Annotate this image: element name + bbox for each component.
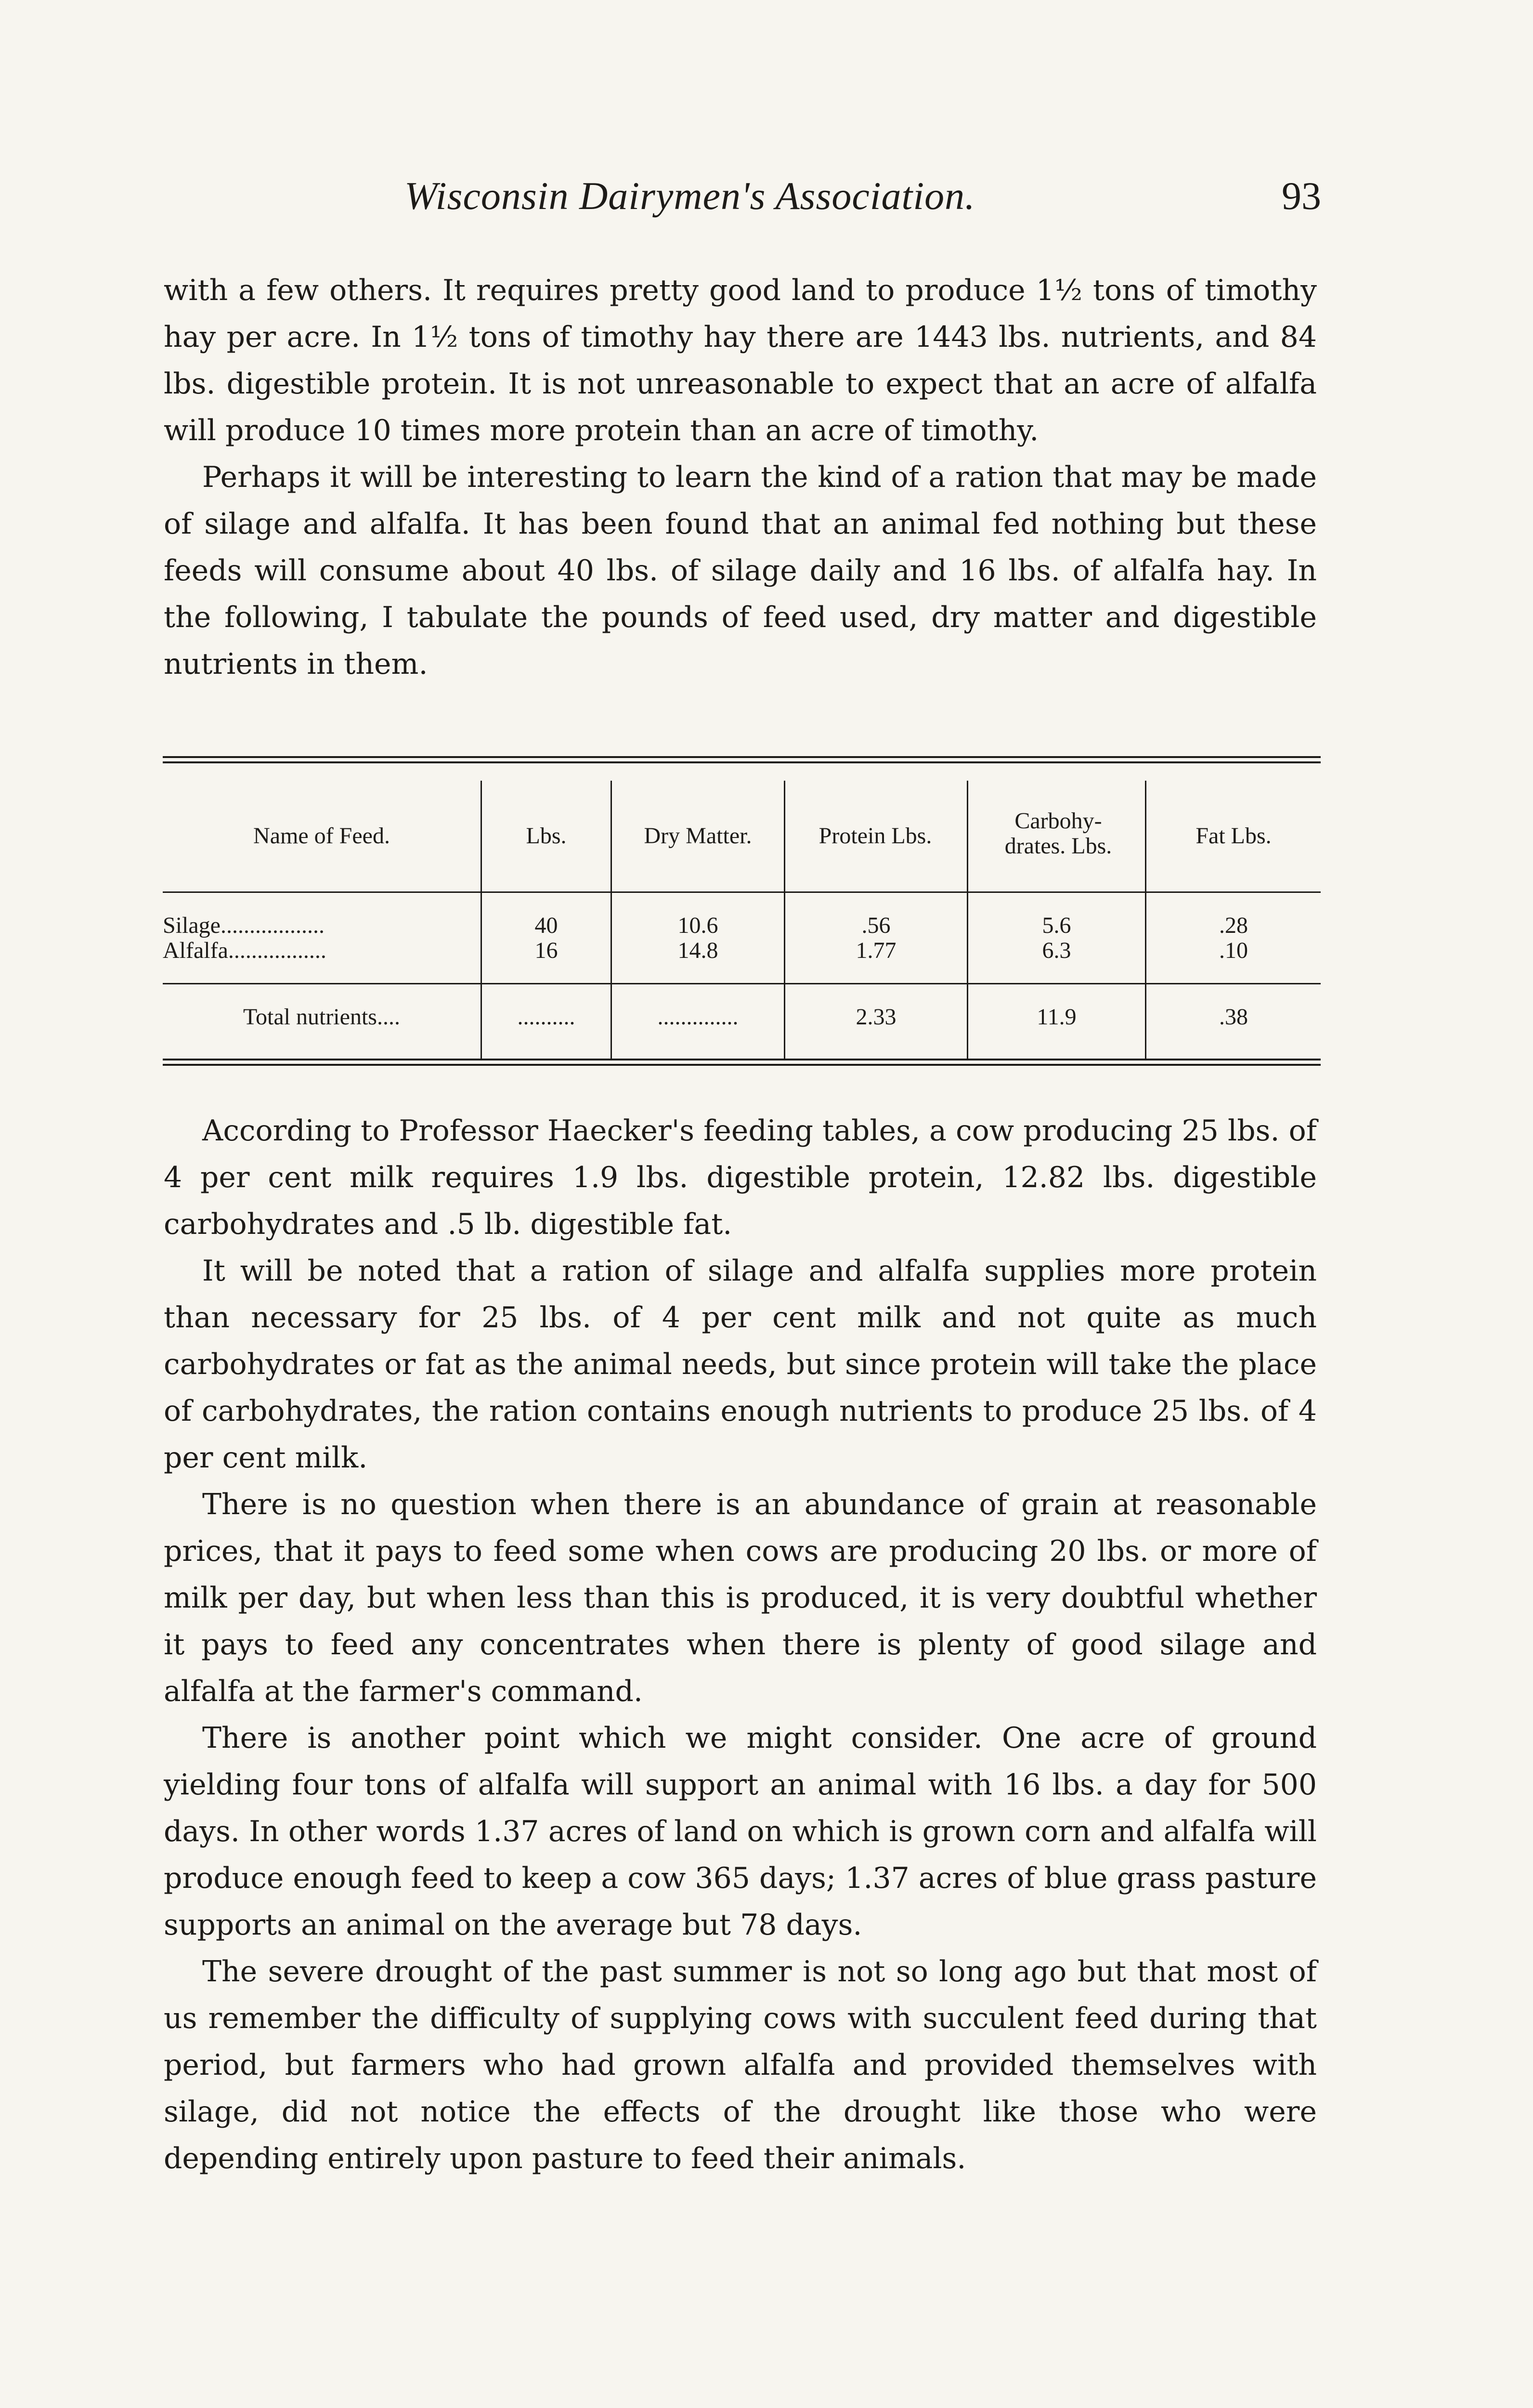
paragraph: Perhaps it will be interesting to learn the kind of a ration that may be made of silage and alfalfa. It has been found that an animal fed nothing but these feeds will consume about 40 lbs. of silage daily and 16 lbs. of alfalfa hay. In the following, I tabulate the pounds of feed used, dry matter and digestible nutrients in them. bbox=[164, 460, 1317, 681]
paragraph: The severe drought of the past summer is not so long ago but that most of us remember the difficulty of supplying cows with succulent feed during that period, but farmers who had grown alfalfa and provided themselves with silage, did not notice the effects of the drought like those who were depending entirely upon pasture to feed their animals. bbox=[164, 1955, 1317, 2175]
row-alfalfa-carbs: 6.3 bbox=[1042, 938, 1071, 963]
table-top-rule bbox=[163, 756, 1321, 764]
body-text-top bbox=[164, 267, 1317, 688]
paragraph: There is another point which we might consider. One acre of ground yielding four tons of alfalfa will support an animal with 16 lbs. a day for 500 days. In other words 1.37 acres of land on which is grown corn and alfalfa will produce enough feed to keep a cow 365 days; 1.37 acres of blue grass pasture supports an animal on the average but 78 days. bbox=[164, 1721, 1317, 1942]
row-alfalfa-protein: 1.77 bbox=[856, 938, 896, 963]
row-total-protein: 2.33 bbox=[856, 1004, 896, 1030]
body-text-bottom bbox=[164, 1108, 1317, 2182]
paragraph: According to Professor Haecker's feeding tables, a cow producing 25 lbs. of 4 per cent milk requires 1.9 lbs. digestible protein, 12.82 lbs. digestible carbohydrates and .5 lb. digestible fat. bbox=[164, 1114, 1317, 1241]
header-carbohydrates: Carbohy-drates. Lbs. bbox=[1004, 808, 1112, 859]
header-dry-matter: Dry Matter. bbox=[644, 823, 752, 849]
row-alfalfa-name: Alfalfa................. bbox=[163, 938, 326, 963]
row-total-lbs: .......... bbox=[517, 1004, 575, 1030]
paragraph: There is no question when there is an abundance of grain at reasonable prices, that it pays to feed some when cows are producing 20 lbs. or more of milk per day, but when less than this is produced, it is very doubtful whether it pays to feed any concentrates when there is plenty of good silage and alfalfa at the farmer's command. bbox=[164, 1488, 1317, 1708]
row-silage-name: Silage.................. bbox=[163, 913, 325, 938]
header-protein: Protein Lbs. bbox=[818, 823, 932, 849]
row-silage-protein: .56 bbox=[861, 913, 891, 938]
header-lbs: Lbs. bbox=[526, 823, 567, 849]
row-alfalfa-dry: 14.8 bbox=[677, 938, 718, 963]
row-silage-carbs: 5.6 bbox=[1042, 913, 1071, 938]
page-number: 93 bbox=[1282, 174, 1321, 218]
header-rule bbox=[163, 891, 1321, 893]
table-grid bbox=[163, 764, 1321, 1059]
row-total-fat: .38 bbox=[1219, 1004, 1248, 1030]
header-name-of-feed: Name of Feed. bbox=[253, 823, 390, 849]
row-silage-fat: .28 bbox=[1219, 913, 1248, 938]
row-silage-lbs: 40 bbox=[534, 913, 558, 938]
running-title: Wisconsin Dairymen's Association. bbox=[404, 174, 975, 218]
header-fat: Fat Lbs. bbox=[1195, 823, 1272, 849]
total-rule bbox=[163, 983, 1321, 984]
row-silage-dry: 10.6 bbox=[677, 913, 718, 938]
feed-table bbox=[163, 756, 1321, 1074]
row-alfalfa-fat: .10 bbox=[1219, 938, 1248, 963]
row-alfalfa-lbs: 16 bbox=[534, 938, 558, 963]
running-header bbox=[0, 173, 1533, 222]
row-total-dry: .............. bbox=[657, 1004, 739, 1030]
table-bottom-rule bbox=[163, 1059, 1321, 1066]
paragraph: It will be noted that a ration of silage and alfalfa supplies more protein than necessary for 25 lbs. of 4 per cent milk and not quite as much carbohydrates or fat as the animal needs, but since protein will take the place of carbohydrates, the ration contains enough nutrients to produce 25 lbs. of 4 per cent milk. bbox=[164, 1254, 1317, 1475]
paragraph: with a few others. It requires pretty good land to produce 1½ tons of timothy hay per acre. In 1½ tons of timothy hay there are 1443 lbs. nutrients, and 84 lbs. digestible protein. It is not unreasonable to expect that an acre of alfalfa will produce 10 times more protein than an acre of timothy. bbox=[164, 274, 1317, 447]
row-total-carbs: 11.9 bbox=[1037, 1004, 1077, 1030]
row-total-name: Total nutrients.... bbox=[243, 1004, 400, 1030]
